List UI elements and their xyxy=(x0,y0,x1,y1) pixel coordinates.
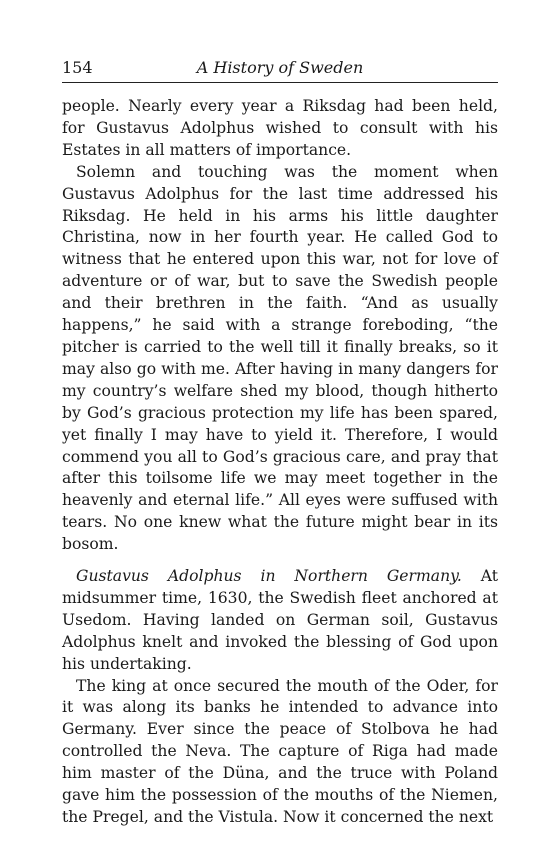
paragraph-farewell-speech xyxy=(62,162,498,556)
paragraph-text: At midsummer time, 1630, the Swedish fleet anchored at Usedom. Having landed on German soil, Gustavus Adolphus knelt and invoked the blessing of God upon his undertaking. xyxy=(62,567,499,673)
page-number: 154 xyxy=(62,58,93,77)
paragraph-riksdag-consultation xyxy=(62,96,498,162)
paragraph-text: Solemn and touching was the moment when Gustavus Adolphus for the last time addressed his Riksdag. He held in his arms his little daughter Christina, now in her fourth year. He called God to witness that he entered upon this war, not for love of adventure or of war, but to save the Swedish people and their brethren in the faith. “And as usually happens,” he said with a strange foreboding, “the pitcher is carried to the well till it finally breaks, so it may also go with me. After having in many dangers for my country’s welfare shed my blood, though hitherto by God’s gracious protection my life has been spared, yet finally I may have to yield it. Therefore, I would commend you all to God’s gracious care, and pray that after this toilsome life we may meet together in the heavenly and eternal life.” All eyes were suffused with tears. No one knew what the future might bear in its bosom. xyxy=(62,162,498,554)
running-header xyxy=(62,52,498,83)
paragraph-oder-advance xyxy=(62,676,498,829)
paragraph-northern-germany xyxy=(62,566,498,676)
section-sidehead: Gustavus Adolphus in Northern Germany. xyxy=(76,567,462,586)
running-title: A History of Sweden xyxy=(196,58,364,77)
paragraph-text: people. Nearly every year a Riksdag had been held, for Gustavus Adolphus wished to consult with his Estates in all matters of importance. xyxy=(62,97,498,159)
page-body xyxy=(62,96,498,829)
paragraph-text: The king at once secured the mouth of the Oder, for it was along its banks he intended to advance into Germany. Ever since the peace of Stolbova he had controlled the Neva. The capture of Riga had made him master of the Düna, and the truce with Poland gave him the possession of the mouths of the Niemen, the Pregel, and the Vistula. Now it concerned the next xyxy=(62,676,498,826)
